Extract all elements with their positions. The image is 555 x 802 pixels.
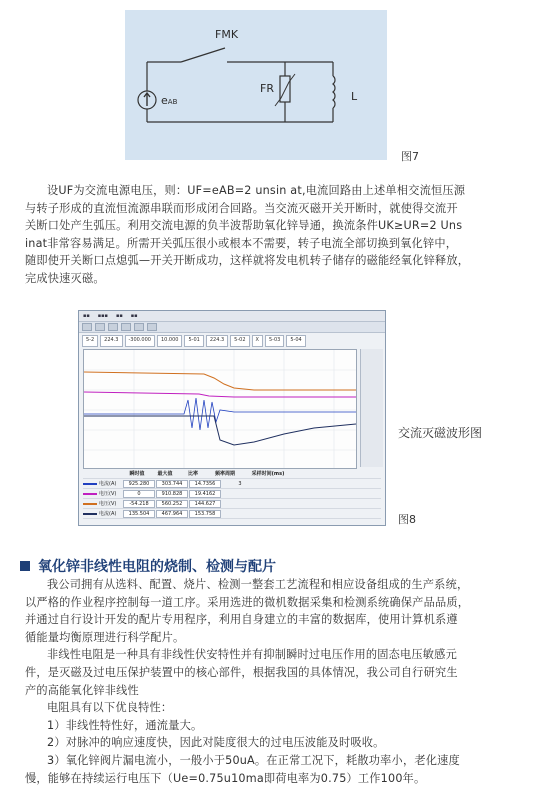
waveform-screenshot xyxy=(78,310,386,526)
side-panel xyxy=(360,349,383,467)
toolbar-button-icon xyxy=(134,323,144,331)
eab-label xyxy=(161,94,177,107)
fr-label: FR xyxy=(260,82,274,95)
menu-item-icon: ▪▪▪ xyxy=(97,313,108,319)
para-line: 我公司拥有从选料、配置、烧片、检测一整套工艺流程和相应设备组成的生产系统， xyxy=(47,578,469,591)
intro-paragraph xyxy=(25,182,545,288)
menu-bar xyxy=(79,311,385,322)
toolbar-button-icon xyxy=(95,323,105,331)
channel-tab: 5-04 xyxy=(286,335,305,347)
toolbar-button-icon xyxy=(108,323,118,331)
measurement-table xyxy=(83,469,381,519)
list-item: 1）非线性特性好，通流量大。 xyxy=(47,718,203,732)
table-header: 频率周期 xyxy=(214,471,235,477)
table-header: 比率 xyxy=(187,471,198,477)
section-body xyxy=(25,576,545,787)
para-line: 电阻具有以下优良特性： xyxy=(47,701,173,715)
section-heading xyxy=(20,556,276,576)
para-line: 并通过自行设计开发的配片专用程序，利用自身建立的丰富的数据库，使用计算机系遵 xyxy=(25,613,458,627)
para-line: 慢，能够在持续运行电压下（Ue=0.75u10ma即荷电率为0.75）工作100年。 xyxy=(25,771,426,785)
para-line: 以严格的作业程序控制每一道工序。采用选进的微机数据采集和检测系统确保产品品质， xyxy=(25,595,470,609)
table-row: 电流(A) 135.504 467.964 153.758 xyxy=(83,509,381,519)
para-line: 与转子形成的直流恒流源串联而形成闭合回路。当交流灭磁开关开断时，就使得交流开 xyxy=(25,201,458,215)
toolbar-button-icon xyxy=(147,323,157,331)
e-symbol: e xyxy=(161,94,168,107)
channel-tab: 5-02 xyxy=(230,335,249,347)
channel-tab: 5-01 xyxy=(184,335,203,347)
voltage-trace-purple xyxy=(84,392,356,397)
channel-tab: 5-03 xyxy=(265,335,284,347)
para-line: 随即使开关断口点熄弧—开关开断成功，这样就将发电机转子储存的磁能经氧化锌释放， xyxy=(25,254,470,268)
circuit-diagram xyxy=(125,10,387,160)
table-header: 采样时间(ms) xyxy=(251,471,285,477)
para-line: 设UF为交流电源电压，则：UF=eAB=2 unsin at,电流回路由上述单相交流恒压源 xyxy=(47,184,466,197)
para-line: 非线性电阻是一种具有非线性伏安特性并有抑制瞬时过电压作用的固态电压敏感元 xyxy=(47,648,457,662)
toolbar xyxy=(79,322,385,333)
table-row: 电压(V) 0 910.828 19.4162 xyxy=(83,489,381,499)
channel-tab: 5-2 xyxy=(82,335,98,347)
heading-bullet-icon xyxy=(20,561,30,571)
table-row: 电压(V) -54.218 560.252 144.627 xyxy=(83,499,381,509)
table-header: 最大值 xyxy=(157,471,173,477)
voltage-trace-orange xyxy=(84,372,356,390)
channel-tab: 224.3 xyxy=(100,335,122,347)
waveform-plot xyxy=(83,349,357,469)
figure8-label: 图8 xyxy=(398,513,416,526)
toolbar-button-icon xyxy=(82,323,92,331)
ab-subscript: AB xyxy=(167,98,178,106)
fmk-label: FMK xyxy=(215,28,239,41)
para-line: 产的高能氧化锌非线性 xyxy=(25,683,139,697)
table-header: 瞬时值 xyxy=(129,471,145,477)
circuit-drawing xyxy=(125,10,387,160)
menu-item-icon: ▪▪ xyxy=(115,313,123,319)
figure7-label: 图7 xyxy=(401,150,419,163)
menu-item-icon: ▪▪ xyxy=(83,313,90,319)
inductor-icon xyxy=(333,76,335,108)
section-title: 氧化锌非线性电阻的烧制、检测与配片 xyxy=(38,559,276,575)
l-label: L xyxy=(351,90,358,103)
para-line: 完成快速灭磁。 xyxy=(25,271,105,285)
channel-tab: 224.3 xyxy=(206,335,228,347)
table-header-row xyxy=(83,469,381,479)
current-trace-blue xyxy=(84,398,356,430)
channel-tab: 10.000 xyxy=(157,335,183,347)
list-item: 2）对脉冲的响应速度快，因此对陡度很大的过电压波能及时吸收。 xyxy=(47,736,385,750)
para-line: 件，是灭磁及过电压保护装置中的核心部件，根据我国的具体情况，我公司自行研究生 xyxy=(25,665,458,679)
menu-item-icon: ▪▪ xyxy=(130,313,138,319)
channel-tab: -300.000 xyxy=(125,335,155,347)
channel-tabs xyxy=(79,333,385,349)
para-line: 循能量均衡原理进行科学配片。 xyxy=(25,630,185,644)
table-row: 电流(A) 925.280 303.744 14.7356 3 xyxy=(83,479,381,489)
list-item: 3）氧化锌阀片漏电流小，一般小于50uA。在正常工况下，耗散功率小，老化速度 xyxy=(47,753,460,767)
para-line: 关断口处产生弧压。利用交流电源的负半波帮助氧化锌导通，换流条件UK≥UR=2 Uns xyxy=(25,219,463,233)
waveform-svg xyxy=(84,350,356,468)
para-line: inat非常容易满足。所需开关弧压很小或根本不需要，转子电流全部切换到氧化锌中， xyxy=(25,236,458,250)
current-trace-dark xyxy=(84,416,356,445)
figure8-caption: 交流灭磁波形图 xyxy=(398,426,483,440)
toolbar-button-icon xyxy=(121,323,131,331)
channel-tab: X xyxy=(252,335,263,347)
